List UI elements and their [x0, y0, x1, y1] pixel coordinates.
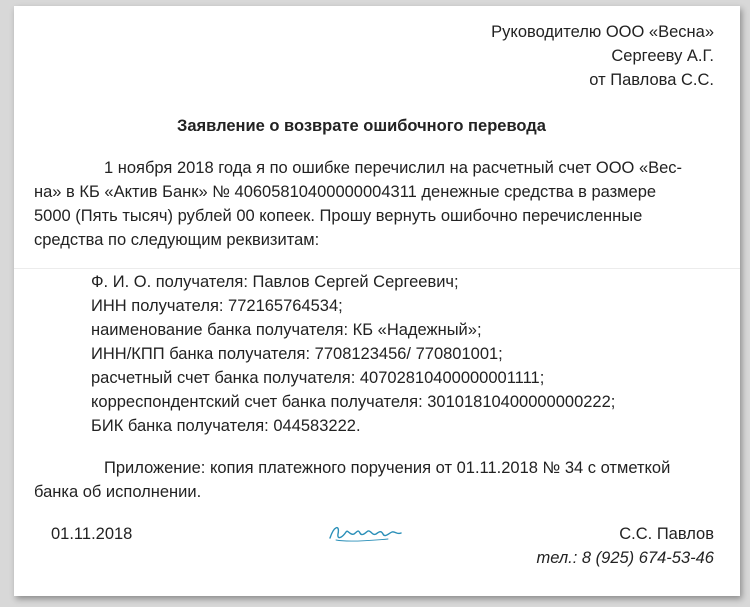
detail-bank-inn-kpp: ИНН/КПП банка получателя: 7708123456/ 770801001;	[91, 345, 503, 363]
detail-bank-name: наименование банка получателя: КБ «Надежный»;	[91, 321, 482, 339]
addressee-name: Сергееву А.Г.	[611, 47, 714, 65]
detail-bik: БИК банка получателя: 044583222.	[91, 417, 361, 435]
detail-account: расчетный счет банка получателя: 40702810400000001111;	[91, 369, 545, 387]
detail-corr-account: корреспондентский счет банка получателя: 30101810400000000222;	[91, 393, 616, 411]
sender-line: от Павлова С.С.	[589, 71, 714, 89]
addressee-line: Руководителю ООО «Весна»	[491, 23, 714, 41]
page-title: Заявление о возврате ошибочного перевода	[177, 117, 546, 135]
attachment-line: банка об исполнении.	[34, 483, 202, 501]
detail-recipient-name: Ф. И. О. получателя: Павлов Сергей Сергеевич;	[91, 273, 459, 291]
signature-date: 01.11.2018	[51, 525, 133, 543]
attachment-line: Приложение: копия платежного поручения от 01.11.2018 № 34 с отметкой	[104, 459, 671, 477]
signatory-phone: тел.: 8 (925) 674-53-46	[536, 549, 714, 567]
detail-recipient-inn: ИНН получателя: 772165764534;	[91, 297, 343, 315]
body-line: средства по следующим реквизитам:	[34, 231, 320, 249]
signatory-name: С.С. Павлов	[619, 525, 714, 543]
handwritten-signature	[326, 520, 406, 546]
body-line: 1 ноября 2018 года я по ошибке перечислил на расчетный счет ООО «Вес-	[104, 159, 683, 177]
document-sheet	[14, 6, 740, 596]
body-line: на» в КБ «Актив Банк» № 40605810400000004311 денежные средства в размере	[34, 183, 657, 201]
body-line: 5000 (Пять тысяч) рублей 00 копеек. Прошу вернуть ошибочно перечисленные	[34, 207, 643, 225]
